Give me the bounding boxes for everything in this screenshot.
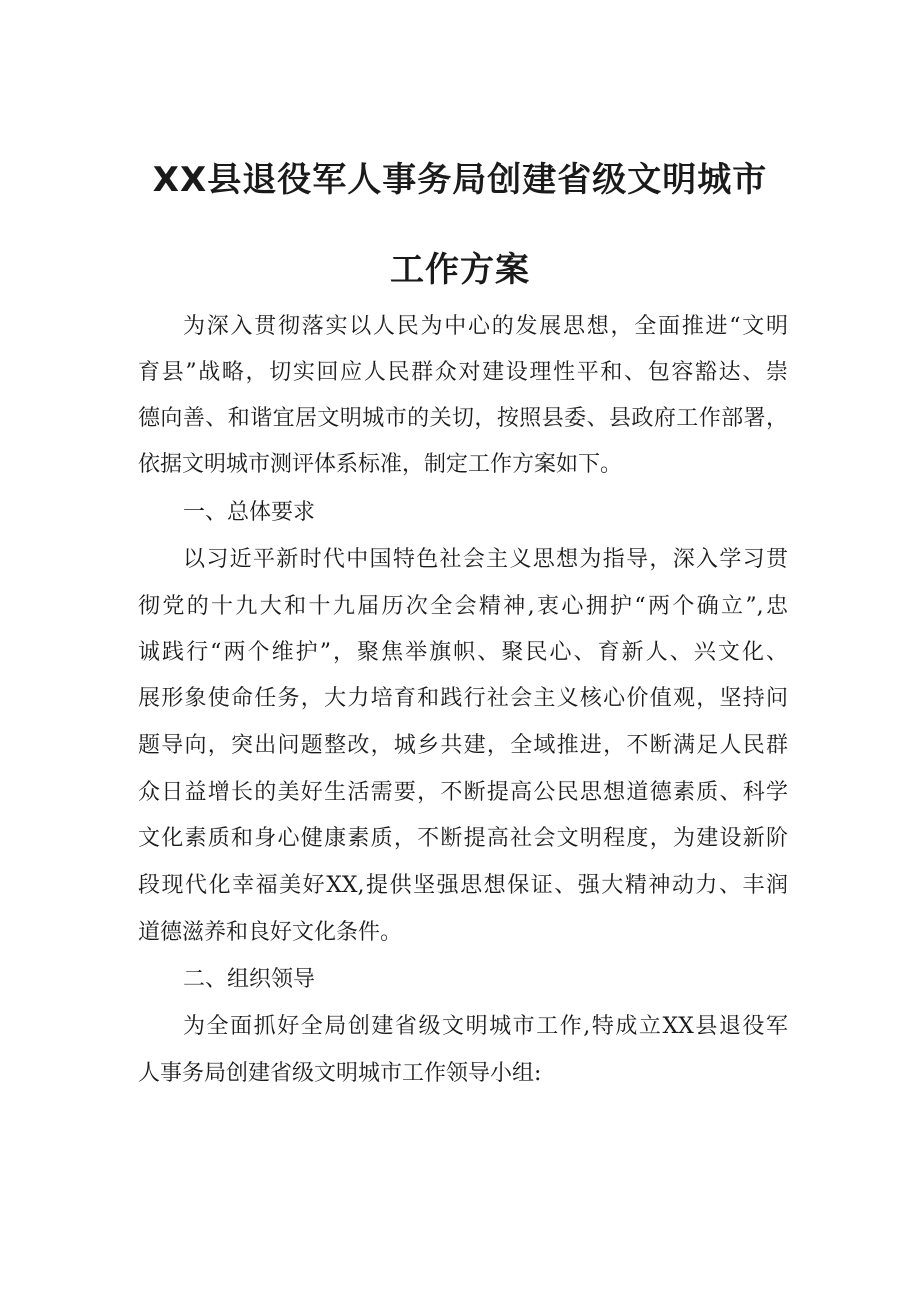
section1-line: 彻党的十九大和十九届历次全会精神,衷心拥护“两个确立”,忠 [138, 594, 788, 619]
intro-line: 育县”战略，切实回应人民群众对建设理性平和、包容豁达、崇 [138, 360, 788, 385]
document-title: XX县退役军人事务局创建省级文明城市 [152, 160, 768, 200]
intro-line: 为深入贯彻落实以人民为中心的发展思想，全面推进“文明 [183, 314, 788, 339]
section-heading-organization: 二、组织领导 [183, 967, 316, 992]
section2-line: 人事务局创建省级文明城市工作领导小组: [138, 1061, 542, 1086]
section1-line: 众日益增长的美好生活需要，不断提高公民思想道德素质、科学 [138, 780, 788, 805]
intro-line: 德向善、和谐宜居文明城市的关切，按照县委、县政府工作部署， [138, 406, 788, 431]
section-heading-general-requirements: 一、总体要求 [183, 500, 316, 525]
section1-line: 诚践行“两个维护”，聚焦举旗帜、聚民心、育新人、兴文化、 [138, 640, 788, 665]
section1-line: 段现代化幸福美好XX,提供坚强思想保证、强大精神动力、丰润 [138, 873, 788, 898]
section1-line: 文化素质和身心健康素质，不断提高社会文明程度，为建设新阶 [138, 826, 788, 851]
section1-line: 展形象使命任务，大力培育和践行社会主义核心价值观，坚持问 [138, 686, 788, 711]
intro-line: 依据文明城市测评体系标准，制定工作方案如下。 [138, 452, 623, 477]
section1-line: 道德滋养和良好文化条件。 [138, 920, 403, 945]
section1-line: 题导向，突出问题整改，城乡共建，全域推进，不断满足人民群 [138, 733, 788, 758]
document-subtitle: 工作方案 [390, 250, 530, 290]
section1-line: 以习近平新时代中国特色社会主义思想为指导，深入学习贯 [183, 547, 788, 572]
section2-line: 为全面抓好全局创建省级文明城市工作,特成立XX县退役军 [183, 1014, 788, 1039]
